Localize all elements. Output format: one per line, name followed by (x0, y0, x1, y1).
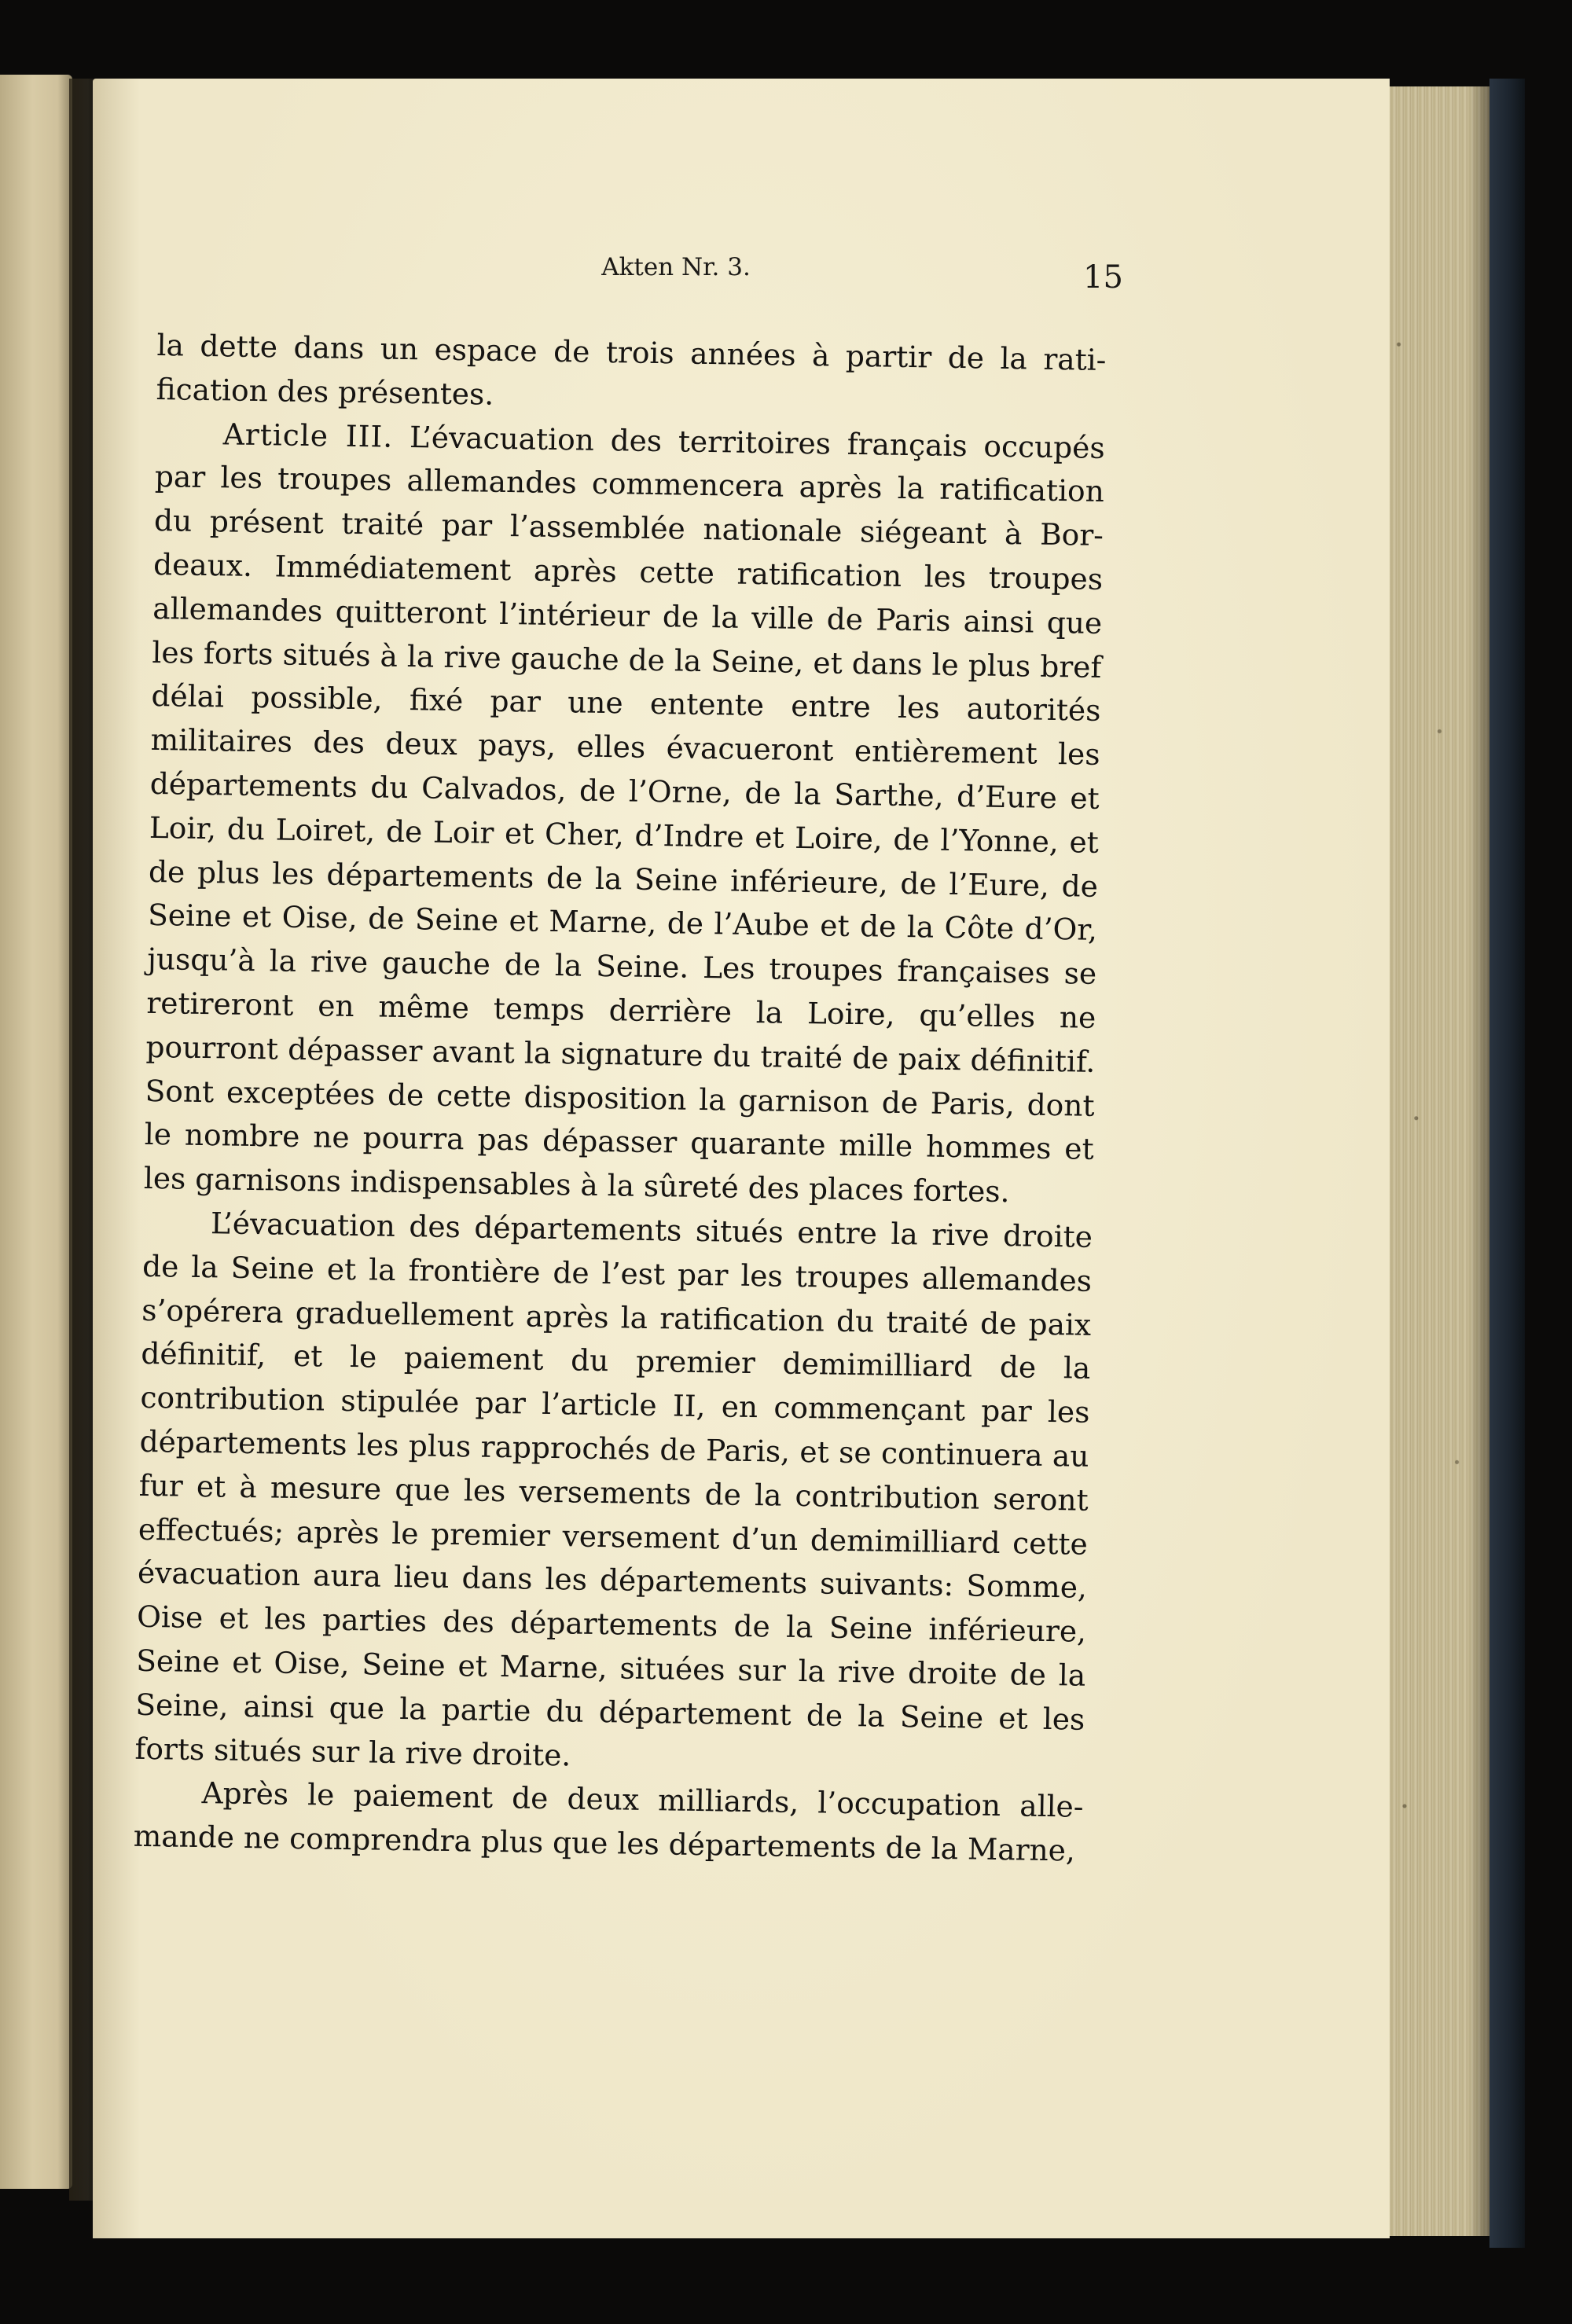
paragraph-continuation: la dette dans un espace de trois années à partir de la ratification des présentes. (156, 327, 1107, 412)
paragraph-two-milliards: Après le paiement de deux milliards, l’occupation allemande ne comprendra plus que les départements de la Marne, (133, 1775, 1084, 1868)
running-title: Akten Nr. 3. (601, 253, 751, 281)
page-body (133, 324, 1107, 1874)
article-heading: Article III. (222, 416, 394, 454)
left-page-edge (0, 75, 72, 2189)
book-cover-edge (1489, 79, 1525, 2248)
paragraph-article-iii (143, 412, 1105, 1216)
paragraph-evacuation-east: L’évacuation des départements situés entre la rive droite de la Seine et la frontière de l’est par les troupes allemandes s’opérera graduellement après la ratification du traité de paix définitif, et le paiement du premier demimilliard de la contribution stipulée par l’article II, en commençant par les départements les plus rapprochés de Paris, et se continuera au fur et à mesure que les versements de la contribution seront effectués; après le premier versement d’un demimilliard cette évacuation aura lieu dans les départements suivants: Somme, Oise et les parties des départements de la Seine inférieure, Seine et Oise, Seine et Marne, situées sur la rive droite de la Seine, ainsi que la partie du département de la Seine et les forts situés sur la rive droite. (134, 1206, 1093, 1772)
article-iii-text: L’évacuation des territoires français occupés par les troupes allemandes commencera après la ratification du présent traité par l’assemblée nationale siégeant à Bordeaux. Immédiatement après cette ratification les troupes allemandes quitteront l’intérieur de la ville de Paris ainsi que les forts situés à la rive gauche de la Seine, et dans le plus bref délai possible, fixé par une entente entre les autorités militaires des deux pays, elles évacueront entièrement les départements du Calvados, de l’Orne, de la Sarthe, d’Eure et Loir, du Loiret, de Loir et Cher, d’Indre et Loire, de l’Yonne, et de plus les départements de la Seine inférieure, de l’Eure, de Seine et Oise, de Seine et Marne, de l’Aube et de la Côte d’Or, jusqu’à la rive gauche de la Seine. Les troupes françaises se retireront en même temps derrière la Loire, qu’elles ne pourront dépasser avant la signature du traité de paix définitif. Sont exceptées de cette disposition la garnison de Paris, dont le nombre ne pourra pas dépasser quarante mille hommes et les garnisons indispensables à la sûreté des places fortes. (143, 419, 1106, 1210)
right-page-edges (1376, 86, 1492, 2236)
page-number: 15 (1083, 259, 1123, 296)
